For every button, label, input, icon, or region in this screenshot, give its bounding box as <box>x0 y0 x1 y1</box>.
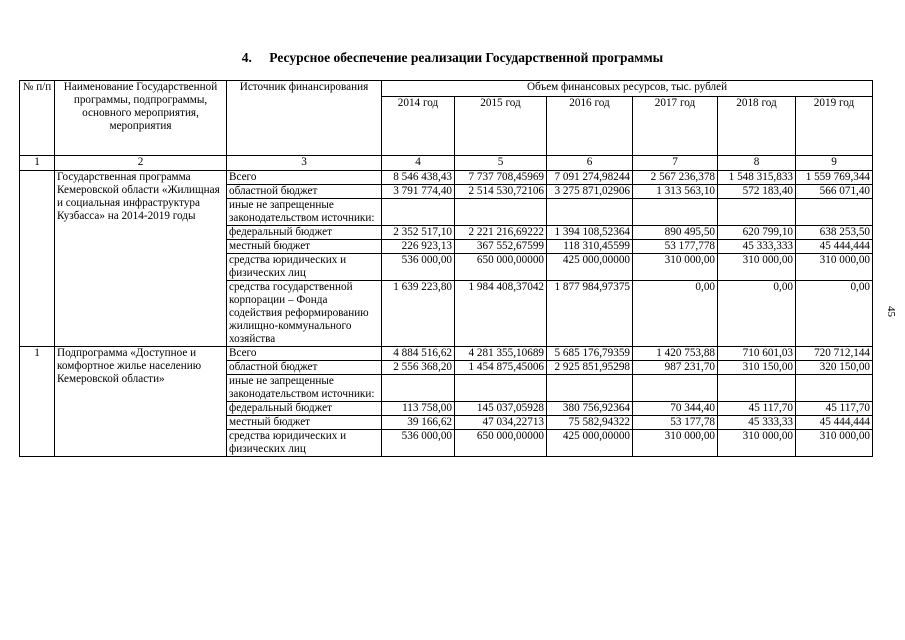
amount-cell <box>796 199 873 226</box>
amount-cell: 45 444,444 <box>796 240 873 254</box>
amount-cell <box>633 199 718 226</box>
col-number: 9 <box>796 156 873 171</box>
amount-cell: 75 582,94322 <box>547 416 633 430</box>
header-year: 2016 год <box>547 97 633 156</box>
amount-cell: 53 177,78 <box>633 416 718 430</box>
amount-cell: 710 601,03 <box>718 347 796 361</box>
amount-cell <box>718 375 796 402</box>
amount-cell: 4 281 355,10689 <box>455 347 547 361</box>
col-number: 7 <box>633 156 718 171</box>
funding-source: средства юридических и физических лиц <box>227 254 382 281</box>
amount-cell <box>633 375 718 402</box>
amount-cell: 1 548 315,833 <box>718 171 796 185</box>
funding-source: федеральный бюджет <box>227 402 382 416</box>
program-name: Подпрограмма «Доступное и комфортное жилье населению Кемеровской области» <box>55 347 227 457</box>
amount-cell: 118 310,45599 <box>547 240 633 254</box>
amount-cell <box>382 375 455 402</box>
amount-cell: 39 166,62 <box>382 416 455 430</box>
amount-cell: 536 000,00 <box>382 430 455 457</box>
amount-cell: 0,00 <box>796 281 873 347</box>
amount-cell: 113 758,00 <box>382 402 455 416</box>
amount-cell: 1 420 753,88 <box>633 347 718 361</box>
amount-cell: 890 495,50 <box>633 226 718 240</box>
col-number: 2 <box>55 156 227 171</box>
amount-cell: 53 177,778 <box>633 240 718 254</box>
amount-cell: 45 333,33 <box>718 416 796 430</box>
amount-cell: 1 394 108,52364 <box>547 226 633 240</box>
header-year: 2014 год <box>382 97 455 156</box>
amount-cell: 620 799,10 <box>718 226 796 240</box>
amount-cell: 380 756,92364 <box>547 402 633 416</box>
amount-cell: 8 546 438,43 <box>382 171 455 185</box>
amount-cell <box>455 375 547 402</box>
amount-cell: 47 034,22713 <box>455 416 547 430</box>
amount-cell: 425 000,00000 <box>547 254 633 281</box>
amount-cell: 70 344,40 <box>633 402 718 416</box>
amount-cell: 1 559 769,344 <box>796 171 873 185</box>
amount-cell: 572 183,40 <box>718 185 796 199</box>
amount-cell: 310 000,00 <box>718 254 796 281</box>
amount-cell: 2 352 517,10 <box>382 226 455 240</box>
amount-cell: 2 556 368,20 <box>382 361 455 375</box>
amount-cell: 320 150,00 <box>796 361 873 375</box>
section-title: Ресурсное обеспечение реализации Государственной программы <box>269 50 664 65</box>
funding-source: местный бюджет <box>227 240 382 254</box>
amount-cell: 2 221 216,69222 <box>455 226 547 240</box>
header-source: Источник финансирования <box>227 81 382 156</box>
amount-cell: 1 639 223,80 <box>382 281 455 347</box>
funding-source: федеральный бюджет <box>227 226 382 240</box>
col-number: 6 <box>547 156 633 171</box>
header-name: Наименование Государственной программы, подпрограммы, основного мероприятия, мероприятия <box>55 81 227 156</box>
amount-cell: 4 884 516,62 <box>382 347 455 361</box>
header-num: № п/п <box>20 81 55 156</box>
funding-source: местный бюджет <box>227 416 382 430</box>
amount-cell: 638 253,50 <box>796 226 873 240</box>
row-number: 1 <box>20 347 55 457</box>
amount-cell: 310 000,00 <box>633 254 718 281</box>
header-year: 2017 год <box>633 97 718 156</box>
funding-source: Всего <box>227 347 382 361</box>
amount-cell: 1 877 984,97375 <box>547 281 633 347</box>
amount-cell: 650 000,00000 <box>455 430 547 457</box>
col-number: 8 <box>718 156 796 171</box>
amount-cell: 310 000,00 <box>796 254 873 281</box>
row-number <box>20 171 55 347</box>
col-number: 1 <box>20 156 55 171</box>
amount-cell: 5 685 176,79359 <box>547 347 633 361</box>
header-year: 2019 год <box>796 97 873 156</box>
amount-cell: 2 925 851,95298 <box>547 361 633 375</box>
amount-cell: 536 000,00 <box>382 254 455 281</box>
amount-cell: 45 333,333 <box>718 240 796 254</box>
amount-cell: 1 454 875,45006 <box>455 361 547 375</box>
page-title <box>0 50 905 66</box>
amount-cell: 310 000,00 <box>718 430 796 457</box>
amount-cell <box>382 199 455 226</box>
amount-cell: 425 000,00000 <box>547 430 633 457</box>
funding-source: областной бюджет <box>227 185 382 199</box>
funding-source: областной бюджет <box>227 361 382 375</box>
col-number: 5 <box>455 156 547 171</box>
resource-table <box>19 80 873 457</box>
amount-cell <box>455 199 547 226</box>
amount-cell: 45 117,70 <box>718 402 796 416</box>
funding-source: иные не запрещенные законодательством источники: <box>227 375 382 402</box>
amount-cell: 7 091 274,98244 <box>547 171 633 185</box>
amount-cell <box>796 375 873 402</box>
header-volume: Объем финансовых ресурсов, тыс. рублей <box>382 81 873 97</box>
funding-source: Всего <box>227 171 382 185</box>
program-name: Государственная программа Кемеровской области «Жилищная и социальная инфраструктура Кузбасса» на 2014-2019 годы <box>55 171 227 347</box>
amount-cell: 566 071,40 <box>796 185 873 199</box>
amount-cell: 310 000,00 <box>633 430 718 457</box>
funding-source: иные не запрещенные законодательством источники: <box>227 199 382 226</box>
amount-cell <box>547 199 633 226</box>
funding-source: средства государственной корпорации – Фонда содействия реформированию жилищно-коммунального хозяйства <box>227 281 382 347</box>
amount-cell: 1 313 563,10 <box>633 185 718 199</box>
header-year: 2018 год <box>718 97 796 156</box>
amount-cell: 650 000,00000 <box>455 254 547 281</box>
page-number: 45 <box>885 306 897 317</box>
amount-cell: 987 231,70 <box>633 361 718 375</box>
amount-cell: 145 037,05928 <box>455 402 547 416</box>
section-number: 4. <box>241 50 252 65</box>
amount-cell: 2 514 530,72106 <box>455 185 547 199</box>
amount-cell: 2 567 236,378 <box>633 171 718 185</box>
amount-cell: 367 552,67599 <box>455 240 547 254</box>
amount-cell: 3 791 774,40 <box>382 185 455 199</box>
amount-cell: 0,00 <box>718 281 796 347</box>
amount-cell <box>718 199 796 226</box>
header-year: 2015 год <box>455 97 547 156</box>
amount-cell: 226 923,13 <box>382 240 455 254</box>
amount-cell: 3 275 871,02906 <box>547 185 633 199</box>
amount-cell: 0,00 <box>633 281 718 347</box>
amount-cell: 310 150,00 <box>718 361 796 375</box>
amount-cell <box>547 375 633 402</box>
amount-cell: 310 000,00 <box>796 430 873 457</box>
amount-cell: 45 117,70 <box>796 402 873 416</box>
col-number: 3 <box>227 156 382 171</box>
amount-cell: 45 444,444 <box>796 416 873 430</box>
table-row <box>20 347 873 361</box>
funding-source: средства юридических и физических лиц <box>227 430 382 457</box>
amount-cell: 720 712,144 <box>796 347 873 361</box>
amount-cell: 1 984 408,37042 <box>455 281 547 347</box>
amount-cell: 7 737 708,45969 <box>455 171 547 185</box>
table-row <box>20 171 873 185</box>
col-number: 4 <box>382 156 455 171</box>
